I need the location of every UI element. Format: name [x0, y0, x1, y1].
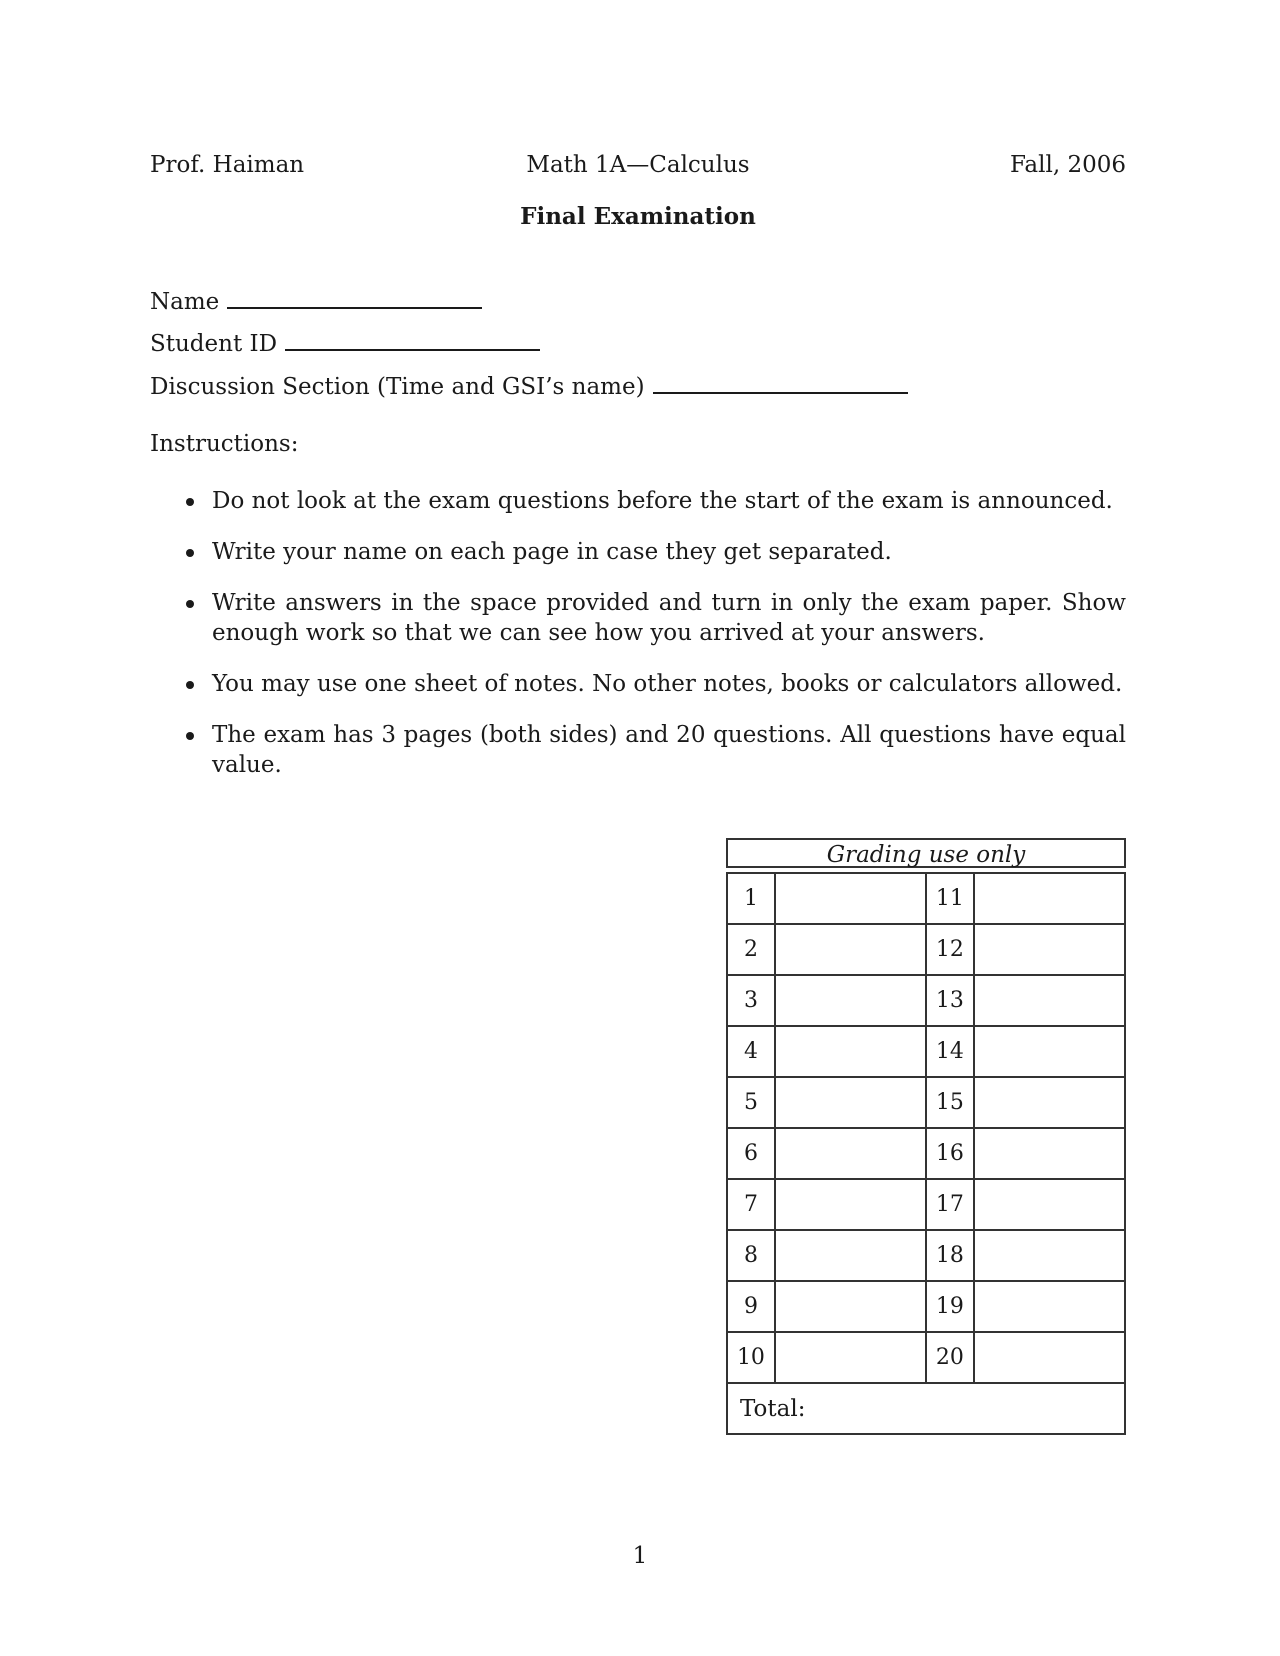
- table-row: [727, 1230, 1125, 1281]
- question-number: 19: [926, 1281, 974, 1332]
- score-cell[interactable]: [974, 1281, 1125, 1332]
- score-cell[interactable]: [775, 1281, 926, 1332]
- table-row: [727, 1179, 1125, 1230]
- name-field-row: [150, 285, 482, 315]
- table-row: [727, 1128, 1125, 1179]
- table-row: [727, 1281, 1125, 1332]
- score-cell[interactable]: [775, 975, 926, 1026]
- question-number: 3: [727, 975, 775, 1026]
- score-cell[interactable]: [974, 1077, 1125, 1128]
- instruction-item: [182, 537, 1126, 567]
- score-cell[interactable]: [775, 1077, 926, 1128]
- table-row: [727, 1332, 1125, 1383]
- score-cell[interactable]: [974, 1179, 1125, 1230]
- question-number: 15: [926, 1077, 974, 1128]
- instruction-item: [182, 669, 1126, 699]
- instruction-text: You may use one sheet of notes. No other notes, books or calculators allowed.: [212, 671, 1123, 697]
- score-cell[interactable]: [775, 873, 926, 924]
- instruction-text: Write answers in the space provided and turn in only the exam paper. Show enough work so that we can see how you arrived at your answers.: [212, 590, 1126, 646]
- grading-caption: Grading use only: [726, 838, 1126, 868]
- student-id-label: Student ID: [150, 331, 278, 357]
- score-cell[interactable]: [974, 873, 1125, 924]
- question-number: 16: [926, 1128, 974, 1179]
- term: Fall, 2006: [1010, 152, 1126, 178]
- instructions-heading: Instructions:: [150, 431, 299, 457]
- bullet-icon: [186, 681, 194, 689]
- question-number: 12: [926, 924, 974, 975]
- name-blank-line[interactable]: [227, 285, 482, 309]
- section-blank-line[interactable]: [653, 370, 908, 394]
- score-cell[interactable]: [974, 1128, 1125, 1179]
- question-number: 17: [926, 1179, 974, 1230]
- score-cell[interactable]: [974, 1230, 1125, 1281]
- grading-box: [726, 838, 1126, 1435]
- question-number: 6: [727, 1128, 775, 1179]
- bullet-icon: [186, 549, 194, 557]
- instructor-name: Prof. Haiman: [150, 152, 305, 178]
- question-number: 5: [727, 1077, 775, 1128]
- instruction-item: [182, 588, 1126, 648]
- total-cell[interactable]: Total:: [727, 1383, 1125, 1434]
- score-cell[interactable]: [974, 1026, 1125, 1077]
- table-row: [727, 1026, 1125, 1077]
- bullet-icon: [186, 600, 194, 608]
- instruction-text: Write your name on each page in case they get separated.: [212, 539, 892, 565]
- question-number: 11: [926, 873, 974, 924]
- score-cell[interactable]: [775, 1332, 926, 1383]
- question-number: 8: [727, 1230, 775, 1281]
- total-row: [727, 1383, 1125, 1434]
- question-number: 13: [926, 975, 974, 1026]
- question-number: 18: [926, 1230, 974, 1281]
- score-cell[interactable]: [974, 975, 1125, 1026]
- question-number: 4: [727, 1026, 775, 1077]
- table-row: [727, 1077, 1125, 1128]
- student-id-field-row: [150, 327, 540, 357]
- question-number: 9: [727, 1281, 775, 1332]
- score-cell[interactable]: [775, 1128, 926, 1179]
- page-number: 1: [632, 1543, 648, 1569]
- question-number: 14: [926, 1026, 974, 1077]
- instruction-item: [182, 720, 1126, 780]
- exam-title: Final Examination: [520, 203, 756, 230]
- course-title: Math 1A—Calculus: [526, 152, 750, 178]
- score-cell[interactable]: [974, 924, 1125, 975]
- bullet-icon: [186, 732, 194, 740]
- name-label: Name: [150, 289, 220, 315]
- question-number: 2: [727, 924, 775, 975]
- student-id-blank-line[interactable]: [285, 327, 540, 351]
- table-row: [727, 873, 1125, 924]
- grading-table: [726, 872, 1126, 1435]
- score-cell[interactable]: [775, 1179, 926, 1230]
- table-row: [727, 924, 1125, 975]
- question-number: 10: [727, 1332, 775, 1383]
- score-cell[interactable]: [974, 1332, 1125, 1383]
- instruction-text: The exam has 3 pages (both sides) and 20 questions. All questions have equal value.: [212, 722, 1126, 778]
- header-row: [150, 152, 1126, 182]
- section-field-row: [150, 370, 908, 400]
- instruction-item: [182, 486, 1126, 516]
- score-cell[interactable]: [775, 1026, 926, 1077]
- question-number: 20: [926, 1332, 974, 1383]
- table-row: [727, 975, 1125, 1026]
- question-number: 1: [727, 873, 775, 924]
- instructions-list: [182, 486, 1126, 801]
- instruction-text: Do not look at the exam questions before the start of the exam is announced.: [212, 488, 1113, 514]
- section-label: Discussion Section (Time and GSI’s name): [150, 374, 645, 400]
- score-cell[interactable]: [775, 924, 926, 975]
- bullet-icon: [186, 498, 194, 506]
- score-cell[interactable]: [775, 1230, 926, 1281]
- question-number: 7: [727, 1179, 775, 1230]
